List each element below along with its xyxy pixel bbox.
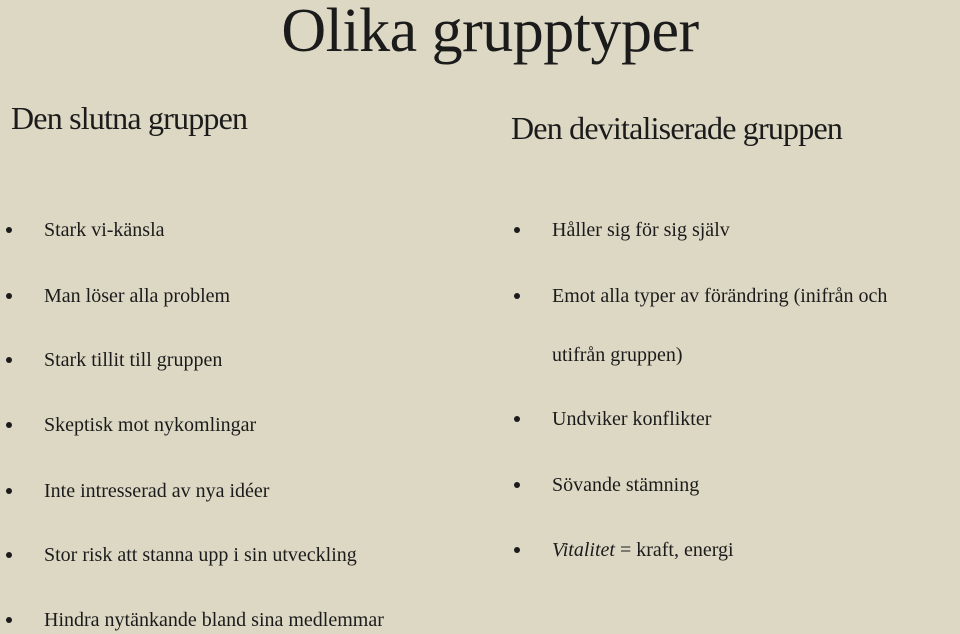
left-column-heading: Den slutna gruppen <box>11 100 248 136</box>
list-item: Man löser alla problem <box>44 284 230 308</box>
list-item: Stor risk att stanna upp i sin utveckling <box>44 543 357 567</box>
list-item: Stark vi-känsla <box>44 218 165 242</box>
bullet-icon <box>514 227 520 233</box>
bullet-icon <box>6 617 12 623</box>
bullet-icon <box>514 547 520 553</box>
vitalitet-term: Vitalitet <box>552 539 615 561</box>
bullet-icon <box>514 482 520 488</box>
list-item-continuation: utifrån gruppen) <box>552 344 683 366</box>
list-item: Undviker konflikter <box>552 407 711 431</box>
bullet-icon <box>6 488 12 494</box>
bullet-icon <box>6 293 12 299</box>
page-title: Olika grupptyper <box>281 0 699 65</box>
bullet-icon <box>514 293 520 299</box>
list-item: Inte intresserad av nya idéer <box>44 479 269 503</box>
bullet-icon <box>6 227 12 233</box>
list-item: Emot alla typer av förändring (inifrån och <box>552 284 887 308</box>
bullet-icon <box>514 416 520 422</box>
list-item: Hindra nytänkande bland sina medlemmar <box>44 608 384 632</box>
list-item: Skeptisk mot nykomlingar <box>44 413 256 437</box>
list-item: Sövande stämning <box>552 473 699 497</box>
bullet-icon <box>6 422 12 428</box>
list-item <box>552 538 734 562</box>
right-column-heading: Den devitaliserade gruppen <box>511 110 843 146</box>
list-item: Stark tillit till gruppen <box>44 348 222 372</box>
bullet-icon <box>6 552 12 558</box>
bullet-icon <box>6 357 12 363</box>
list-item: Håller sig för sig själv <box>552 218 730 242</box>
vitalitet-definition: = kraft, energi <box>614 539 734 561</box>
